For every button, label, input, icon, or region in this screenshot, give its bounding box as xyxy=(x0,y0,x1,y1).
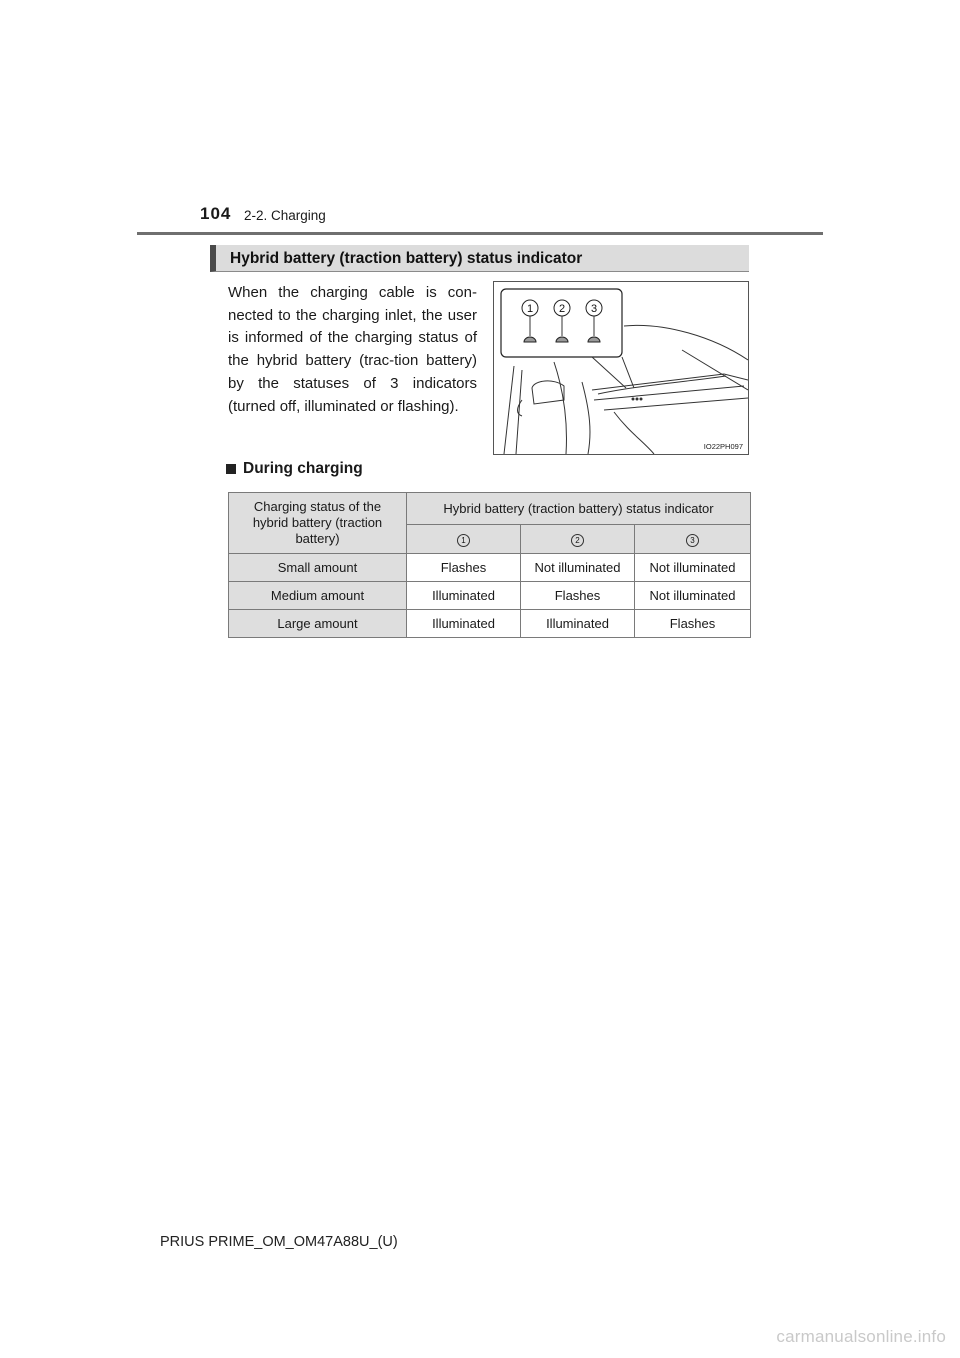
indicator-header-1 xyxy=(407,525,521,554)
charging-status-table xyxy=(228,492,751,638)
table-cell: Illuminated xyxy=(407,582,521,610)
section-heading-bar xyxy=(210,245,749,272)
table-cell: Flashes xyxy=(407,554,521,582)
indicator-number-1: 1 xyxy=(457,534,470,547)
subheading-text: During charging xyxy=(243,460,363,477)
table-row xyxy=(229,554,751,582)
header-rule xyxy=(137,232,823,235)
column-header-charging-status: Charging status of the hybrid battery (traction battery) xyxy=(229,493,407,554)
section-label: 2-2. Charging xyxy=(244,208,326,223)
square-bullet-icon xyxy=(226,464,236,474)
row-label: Large amount xyxy=(229,610,407,638)
table-cell: Illuminated xyxy=(521,610,635,638)
watermark: carmanualsonline.info xyxy=(776,1327,946,1346)
table-cell: Flashes xyxy=(635,610,751,638)
callout-3: 3 xyxy=(590,303,598,315)
footer-document-id: PRIUS PRIME_OM_OM47A88U_(U) xyxy=(160,1234,398,1250)
row-label: Small amount xyxy=(229,554,407,582)
subheading xyxy=(224,460,363,478)
car-dashboard-illustration xyxy=(494,282,748,454)
indicator-header-2 xyxy=(521,525,635,554)
table-cell: Not illuminated xyxy=(635,554,751,582)
intro-paragraph: When the charging cable is con-nected to the charging inlet, the user is informed of the charging status of the hybrid battery (trac-tion battery) by the statuses of 3 indicators (turned off, illuminated or flashing). xyxy=(228,284,477,415)
figure-code: IO22PH097 xyxy=(703,442,743,451)
callout-2: 2 xyxy=(558,303,566,315)
table-cell: Illuminated xyxy=(407,610,521,638)
indicator-number-3: 3 xyxy=(686,534,699,547)
table-row xyxy=(229,582,751,610)
page-number: 104 xyxy=(200,204,232,223)
indicator-number-2: 2 xyxy=(571,534,584,547)
indicator-figure xyxy=(493,281,749,455)
column-header-indicator-group: Hybrid battery (traction battery) status indicator xyxy=(407,493,751,525)
table-cell: Flashes xyxy=(521,582,635,610)
section-heading: Hybrid battery (traction battery) status indicator xyxy=(230,250,583,267)
table-cell: Not illuminated xyxy=(635,582,751,610)
callout-1: 1 xyxy=(526,303,534,315)
table-header-row xyxy=(229,493,751,525)
table-cell: Not illuminated xyxy=(521,554,635,582)
table-row xyxy=(229,610,751,638)
indicator-header-3 xyxy=(635,525,751,554)
row-label: Medium amount xyxy=(229,582,407,610)
